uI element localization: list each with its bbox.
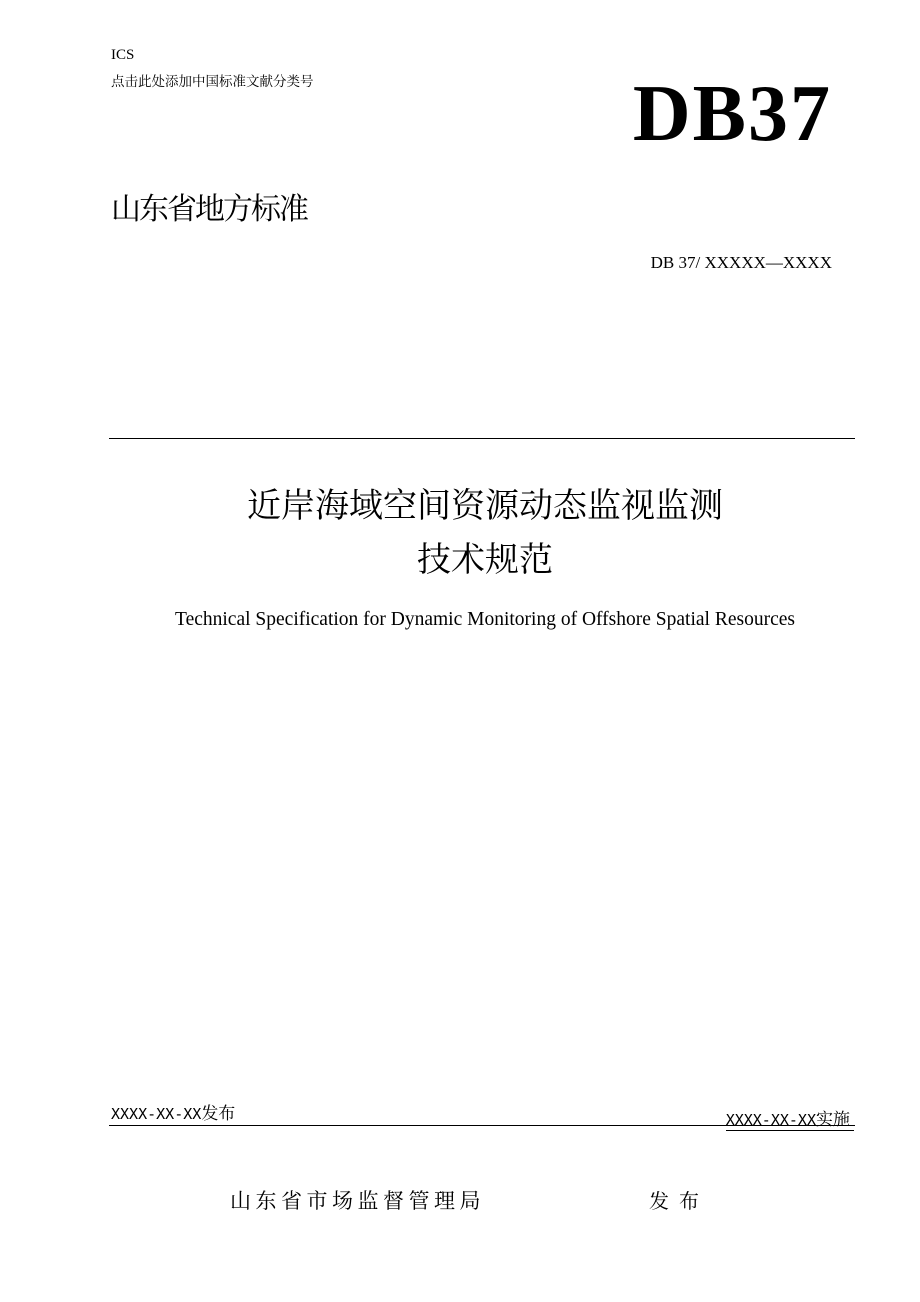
classification-placeholder[interactable]: 点击此处添加中国标准文献分类号 bbox=[111, 74, 314, 90]
ics-label: ICS bbox=[111, 47, 135, 63]
standard-number: DB 37/ XXXXX—XXXX bbox=[650, 253, 832, 272]
standard-logo: DB37 bbox=[632, 70, 832, 158]
document-title-line2: 技术规范 bbox=[417, 540, 553, 580]
implementation-date-label: 实施 bbox=[816, 1110, 850, 1130]
bottom-divider bbox=[109, 1125, 855, 1126]
document-title-line1: 近岸海域空间资源动态监视监测 bbox=[247, 486, 723, 526]
organization-title: 山东省地方标准 bbox=[111, 192, 307, 227]
publish-label: 发布 bbox=[649, 1189, 709, 1213]
issue-date-value: XXXX-XX-XX bbox=[111, 1105, 202, 1123]
document-title-english: Technical Specification for Dynamic Monitoring of Offshore Spatial Resources bbox=[175, 609, 795, 630]
implementation-date bbox=[726, 1105, 854, 1131]
issuing-authority: 山东省市场监督管理局 bbox=[230, 1189, 485, 1213]
issue-date bbox=[111, 1099, 235, 1124]
implementation-date-value: XXXX-XX-XX bbox=[725, 1111, 816, 1129]
issue-date-label: 发布 bbox=[201, 1104, 236, 1124]
top-divider bbox=[109, 438, 855, 439]
